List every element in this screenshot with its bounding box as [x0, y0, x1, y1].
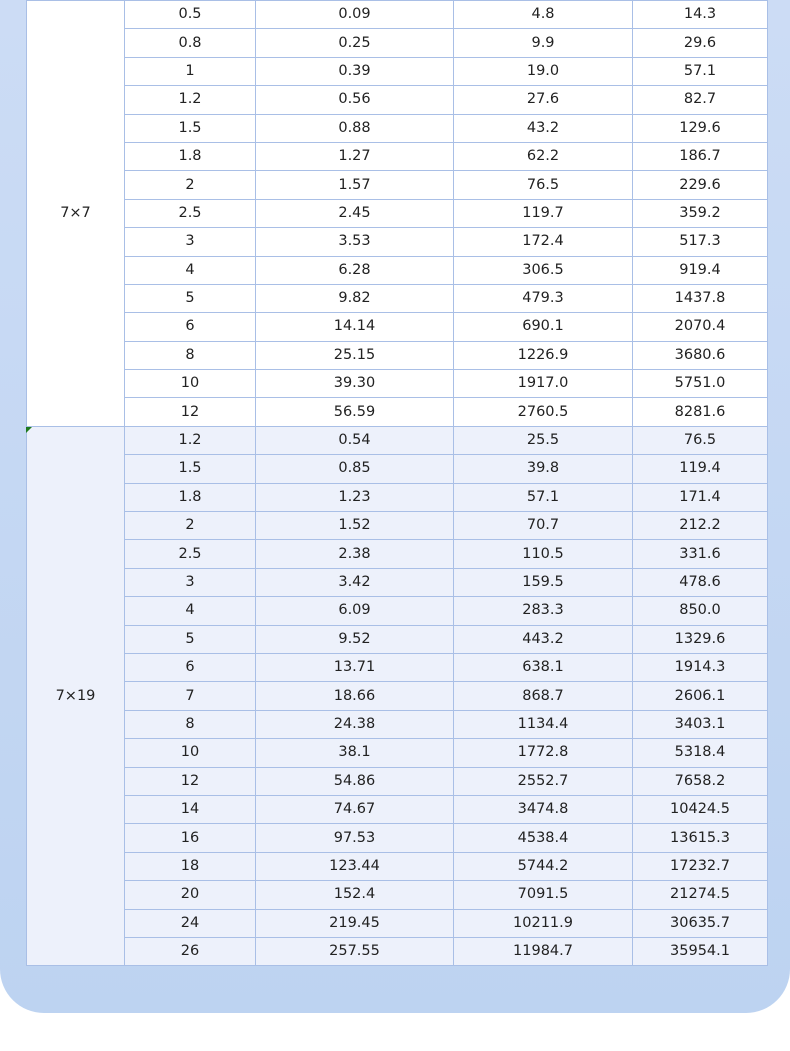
- table-cell: 257.55: [256, 937, 454, 965]
- table-cell: 219.45: [256, 909, 454, 937]
- table-row: [27, 284, 768, 312]
- table-cell: 57.1: [454, 483, 633, 511]
- table-cell: 5744.2: [454, 852, 633, 880]
- table-cell: 6.09: [256, 597, 454, 625]
- table-row: [27, 142, 768, 170]
- table-cell: 1.27: [256, 142, 454, 170]
- group-label-cell: 7×7: [27, 1, 125, 427]
- table-cell: 2552.7: [454, 767, 633, 795]
- table-cell: 21274.5: [633, 881, 768, 909]
- table-cell: 76.5: [633, 426, 768, 454]
- table-cell: 5751.0: [633, 370, 768, 398]
- group-label-cell: 7×19: [27, 426, 125, 965]
- table-cell: 1.5: [125, 114, 256, 142]
- table-cell: 76.5: [454, 171, 633, 199]
- table-cell: 38.1: [256, 739, 454, 767]
- table-cell: 13.71: [256, 653, 454, 681]
- table-cell: 171.4: [633, 483, 768, 511]
- table-cell: 82.7: [633, 86, 768, 114]
- table-row: [27, 540, 768, 568]
- table-row: [27, 625, 768, 653]
- table-cell: 1329.6: [633, 625, 768, 653]
- table-cell: 2: [125, 171, 256, 199]
- table-cell: 18.66: [256, 682, 454, 710]
- table-row: [27, 568, 768, 596]
- table-cell: 2.45: [256, 199, 454, 227]
- table-cell: 1.5: [125, 455, 256, 483]
- table-cell: 57.1: [633, 57, 768, 85]
- table-row: [27, 256, 768, 284]
- table-cell: 10211.9: [454, 909, 633, 937]
- table-cell: 4: [125, 256, 256, 284]
- table-row: [27, 682, 768, 710]
- table-cell: 14: [125, 795, 256, 823]
- table-row: [27, 512, 768, 540]
- table-row: [27, 824, 768, 852]
- cell-marker-icon: [26, 427, 32, 433]
- table-cell: 2606.1: [633, 682, 768, 710]
- table-row: [27, 710, 768, 738]
- table-cell: 25.15: [256, 341, 454, 369]
- table-cell: 29.6: [633, 29, 768, 57]
- table-cell: 14.14: [256, 313, 454, 341]
- table-cell: 4: [125, 597, 256, 625]
- table-cell: 2070.4: [633, 313, 768, 341]
- table-cell: 0.85: [256, 455, 454, 483]
- table-cell: 1917.0: [454, 370, 633, 398]
- table-row: [27, 653, 768, 681]
- table-cell: 1.52: [256, 512, 454, 540]
- table-cell: 478.6: [633, 568, 768, 596]
- table-cell: 1914.3: [633, 653, 768, 681]
- table-cell: 10: [125, 370, 256, 398]
- table-cell: 868.7: [454, 682, 633, 710]
- table-cell: 1.23: [256, 483, 454, 511]
- table-row: [27, 370, 768, 398]
- table-row: [27, 398, 768, 426]
- table-cell: 0.09: [256, 1, 454, 29]
- table-cell: 9.52: [256, 625, 454, 653]
- table-row: [27, 909, 768, 937]
- table-cell: 4.8: [454, 1, 633, 29]
- table-cell: 3: [125, 228, 256, 256]
- table-row: [27, 739, 768, 767]
- table-row: [27, 881, 768, 909]
- table-cell: 54.86: [256, 767, 454, 795]
- table-cell: 1.2: [125, 426, 256, 454]
- table-row: [27, 937, 768, 965]
- table-cell: 26: [125, 937, 256, 965]
- table-cell: 690.1: [454, 313, 633, 341]
- table-cell: 8: [125, 341, 256, 369]
- table-cell: 5318.4: [633, 739, 768, 767]
- table-cell: 443.2: [454, 625, 633, 653]
- table-cell: 2: [125, 512, 256, 540]
- table-row: [27, 1, 768, 29]
- table-cell: 159.5: [454, 568, 633, 596]
- table-cell: 39.30: [256, 370, 454, 398]
- table-cell: 479.3: [454, 284, 633, 312]
- table-cell: 638.1: [454, 653, 633, 681]
- table-cell: 283.3: [454, 597, 633, 625]
- spec-table-body: [27, 1, 768, 966]
- table-cell: 24.38: [256, 710, 454, 738]
- table-cell: 9.82: [256, 284, 454, 312]
- table-row: [27, 597, 768, 625]
- table-cell: 16: [125, 824, 256, 852]
- table-cell: 2.5: [125, 199, 256, 227]
- table-cell: 919.4: [633, 256, 768, 284]
- table-row: [27, 171, 768, 199]
- table-cell: 20: [125, 881, 256, 909]
- table-row: [27, 228, 768, 256]
- table-cell: 850.0: [633, 597, 768, 625]
- table-row: [27, 852, 768, 880]
- table-cell: 13615.3: [633, 824, 768, 852]
- table-cell: 1772.8: [454, 739, 633, 767]
- table-cell: 62.2: [454, 142, 633, 170]
- table-cell: 12: [125, 767, 256, 795]
- table-cell: 110.5: [454, 540, 633, 568]
- table-cell: 331.6: [633, 540, 768, 568]
- table-cell: 0.39: [256, 57, 454, 85]
- table-cell: 11984.7: [454, 937, 633, 965]
- table-cell: 9.9: [454, 29, 633, 57]
- table-cell: 186.7: [633, 142, 768, 170]
- table-cell: 1: [125, 57, 256, 85]
- table-cell: 19.0: [454, 57, 633, 85]
- table-cell: 17232.7: [633, 852, 768, 880]
- table-cell: 8281.6: [633, 398, 768, 426]
- table-cell: 30635.7: [633, 909, 768, 937]
- table-cell: 6: [125, 313, 256, 341]
- table-cell: 10: [125, 739, 256, 767]
- table-cell: 14.3: [633, 1, 768, 29]
- table-cell: 3403.1: [633, 710, 768, 738]
- table-cell: 1134.4: [454, 710, 633, 738]
- table-cell: 229.6: [633, 171, 768, 199]
- table-cell: 0.88: [256, 114, 454, 142]
- table-cell: 3.42: [256, 568, 454, 596]
- table-cell: 6: [125, 653, 256, 681]
- table-cell: 306.5: [454, 256, 633, 284]
- table-cell: 3.53: [256, 228, 454, 256]
- table-cell: 0.8: [125, 29, 256, 57]
- table-row: [27, 767, 768, 795]
- table-cell: 3: [125, 568, 256, 596]
- table-cell: 7091.5: [454, 881, 633, 909]
- table-cell: 2760.5: [454, 398, 633, 426]
- table-cell: 7: [125, 682, 256, 710]
- table-cell: 5: [125, 284, 256, 312]
- table-row: [27, 199, 768, 227]
- table-row: [27, 313, 768, 341]
- table-cell: 25.5: [454, 426, 633, 454]
- table-cell: 119.7: [454, 199, 633, 227]
- table-cell: 35954.1: [633, 937, 768, 965]
- table-cell: 1.2: [125, 86, 256, 114]
- table-cell: 8: [125, 710, 256, 738]
- table-cell: 18: [125, 852, 256, 880]
- table-cell: 3474.8: [454, 795, 633, 823]
- table-cell: 119.4: [633, 455, 768, 483]
- table-cell: 39.8: [454, 455, 633, 483]
- table-row: [27, 483, 768, 511]
- table-cell: 3680.6: [633, 341, 768, 369]
- table-cell: 517.3: [633, 228, 768, 256]
- table-cell: 0.56: [256, 86, 454, 114]
- table-cell: 0.54: [256, 426, 454, 454]
- table-cell: 56.59: [256, 398, 454, 426]
- table-cell: 0.25: [256, 29, 454, 57]
- spec-table: [26, 0, 768, 966]
- table-cell: 359.2: [633, 199, 768, 227]
- table-cell: 1226.9: [454, 341, 633, 369]
- table-cell: 1.8: [125, 483, 256, 511]
- table-cell: 152.4: [256, 881, 454, 909]
- table-cell: 123.44: [256, 852, 454, 880]
- table-cell: 172.4: [454, 228, 633, 256]
- table-row: [27, 114, 768, 142]
- table-cell: 74.67: [256, 795, 454, 823]
- table-cell: 2.5: [125, 540, 256, 568]
- table-cell: 1437.8: [633, 284, 768, 312]
- table-cell: 70.7: [454, 512, 633, 540]
- table-cell: 1.8: [125, 142, 256, 170]
- table-cell: 2.38: [256, 540, 454, 568]
- table-cell: 1.57: [256, 171, 454, 199]
- table-cell: 0.5: [125, 1, 256, 29]
- table-cell: 6.28: [256, 256, 454, 284]
- table-row: [27, 86, 768, 114]
- table-cell: 7658.2: [633, 767, 768, 795]
- table-cell: 27.6: [454, 86, 633, 114]
- table-cell: 5: [125, 625, 256, 653]
- table-cell: 129.6: [633, 114, 768, 142]
- table-cell: 24: [125, 909, 256, 937]
- table-cell: 4538.4: [454, 824, 633, 852]
- table-cell: 97.53: [256, 824, 454, 852]
- table-row: [27, 795, 768, 823]
- table-row: [27, 426, 768, 454]
- table-row: [27, 57, 768, 85]
- table-cell: 212.2: [633, 512, 768, 540]
- table-cell: 12: [125, 398, 256, 426]
- table-row: [27, 341, 768, 369]
- table-cell: 10424.5: [633, 795, 768, 823]
- spec-table-container: [26, 0, 767, 966]
- table-row: [27, 29, 768, 57]
- table-row: [27, 455, 768, 483]
- table-cell: 43.2: [454, 114, 633, 142]
